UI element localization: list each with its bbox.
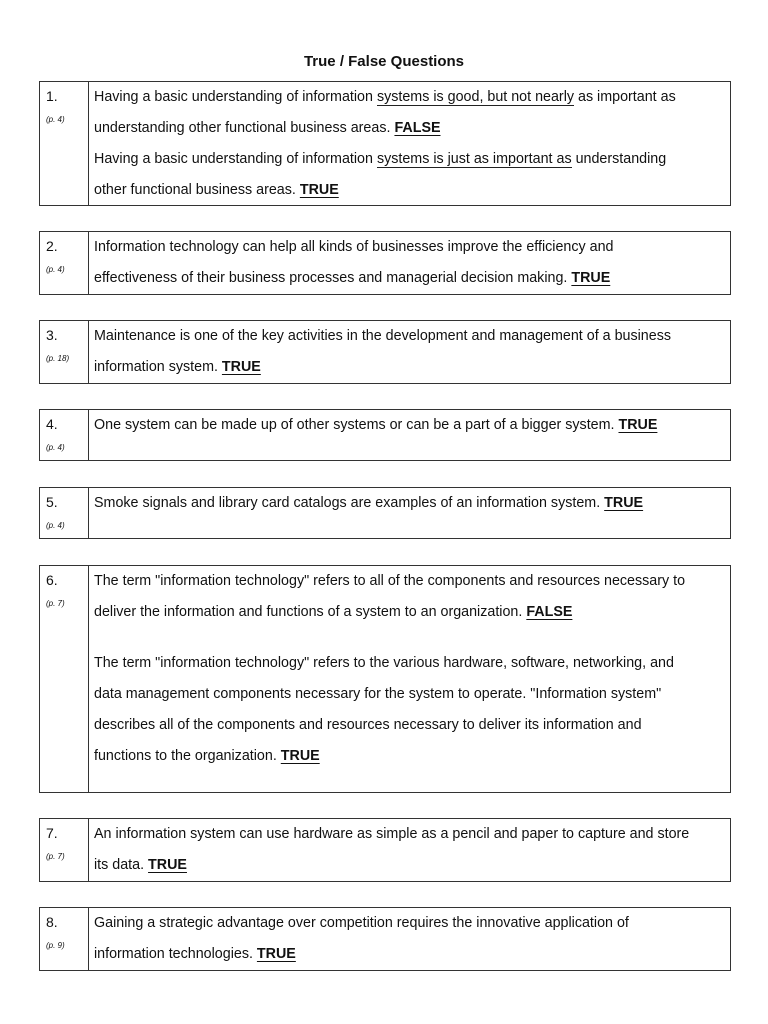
question-number-cell: [40, 321, 89, 383]
question-box: [39, 907, 731, 971]
text-line: [94, 488, 724, 519]
text-line: [94, 648, 724, 679]
line-text: Having a basic understanding of information: [94, 151, 377, 167]
question-box: [39, 231, 731, 295]
question-box: [39, 565, 731, 793]
answer-label: TRUE: [604, 495, 644, 511]
line-text: information system.: [94, 359, 222, 375]
answer-label: TRUE: [299, 182, 339, 198]
question-text: [94, 82, 724, 206]
question-number: 4.: [46, 416, 58, 432]
line-text: An information system can use hardware as simple as a pencil and paper to capture and store: [94, 826, 690, 842]
question-number: 7.: [46, 825, 58, 841]
underlined-phrase: systems is good, but not nearly: [376, 89, 575, 105]
question-box: [39, 320, 731, 384]
question-text: [94, 410, 724, 441]
answer-label: TRUE: [618, 417, 658, 433]
line-text: its data.: [94, 857, 149, 873]
question-box: [39, 487, 731, 539]
question-number-cell: [40, 488, 89, 538]
page-reference: (p. 4): [46, 265, 65, 274]
text-line: [94, 566, 724, 597]
page-reference: (p. 7): [46, 852, 65, 861]
line-text: functions to the organization.: [94, 748, 281, 764]
text-line: [94, 597, 724, 628]
question-text: [94, 232, 724, 294]
question-number: 2.: [46, 238, 58, 254]
text-line: [94, 710, 724, 741]
answer-label: FALSE: [526, 604, 573, 620]
page-reference: (p. 4): [46, 443, 65, 452]
question-number-cell: [40, 232, 89, 294]
page-reference: (p. 4): [46, 521, 65, 530]
question-text: [94, 321, 724, 383]
text-line: [94, 352, 724, 383]
line-text: information technologies.: [94, 946, 257, 962]
question-number-cell: [40, 908, 89, 970]
line-text: understanding: [571, 151, 667, 167]
question-text: [94, 488, 724, 519]
answer-label: FALSE: [394, 120, 441, 136]
line-text: Smoke signals and library card catalogs are examples of an information system.: [94, 495, 605, 511]
text-line: [94, 175, 724, 206]
question-box: [39, 81, 731, 206]
text-line: [94, 741, 724, 772]
answer-label: TRUE: [221, 359, 261, 375]
question-number-cell: [40, 410, 89, 460]
answer-label: TRUE: [148, 857, 187, 873]
text-line: [94, 850, 724, 881]
line-text: as important as: [574, 89, 676, 105]
answer-label: TRUE: [256, 946, 296, 962]
line-text: Gaining a strategic advantage over competition requires the innovative application of: [94, 915, 629, 931]
question-text: [94, 819, 724, 881]
line-text: data management components necessary for the system to operate. "Information system": [94, 686, 662, 702]
line-text: understanding other functional business areas.: [94, 120, 395, 136]
line-text: Information technology can help all kinds of businesses improve the efficiency and: [94, 239, 614, 255]
question-number: 6.: [46, 572, 58, 588]
question-number-cell: [40, 819, 89, 881]
text-line: [94, 82, 724, 113]
line-text: effectiveness of their business processes and managerial decision making.: [94, 270, 572, 286]
line-text: Maintenance is one of the key activities in the development and management of a business: [94, 328, 671, 344]
question-number: 1.: [46, 88, 58, 104]
line-text: The term "information technology" refers to all of the components and resources necessary to: [94, 573, 686, 589]
question-box: [39, 818, 731, 882]
paragraph-gap: [94, 628, 724, 648]
text-line: [94, 232, 724, 263]
text-line: [94, 263, 724, 294]
answer-label: TRUE: [280, 748, 320, 764]
line-text: Having a basic understanding of information: [94, 89, 377, 105]
question-number-cell: [40, 566, 89, 792]
text-line: [94, 908, 724, 939]
answer-label: TRUE: [571, 270, 611, 286]
line-text: deliver the information and functions of a system to an organization.: [94, 604, 527, 620]
question-number: 5.: [46, 494, 58, 510]
question-number-cell: [40, 82, 89, 205]
text-line: [94, 939, 724, 970]
page-reference: (p. 9): [46, 941, 65, 950]
text-line: [94, 321, 724, 352]
line-text: other functional business areas.: [94, 182, 300, 198]
page-reference: (p. 18): [46, 354, 70, 363]
line-text: One system can be made up of other systems or can be a part of a bigger system.: [94, 417, 619, 433]
line-text: The term "information technology" refers to the various hardware, software, networking, and: [94, 655, 674, 671]
question-text: [94, 908, 724, 970]
question-number: 3.: [46, 327, 58, 343]
text-line: [94, 679, 724, 710]
page-title: True / False Questions: [303, 53, 465, 70]
page-reference: (p. 7): [46, 599, 65, 608]
text-line: [94, 113, 724, 144]
text-line: [94, 410, 724, 441]
question-number: 8.: [46, 914, 58, 930]
question-box: [39, 409, 731, 461]
question-text: [94, 566, 724, 772]
underlined-phrase: systems is just as important as: [376, 151, 572, 167]
page-reference: (p. 4): [46, 115, 65, 124]
text-line: [94, 819, 724, 850]
line-text: describes all of the components and resources necessary to deliver its information and: [94, 717, 642, 733]
text-line: [94, 144, 724, 175]
